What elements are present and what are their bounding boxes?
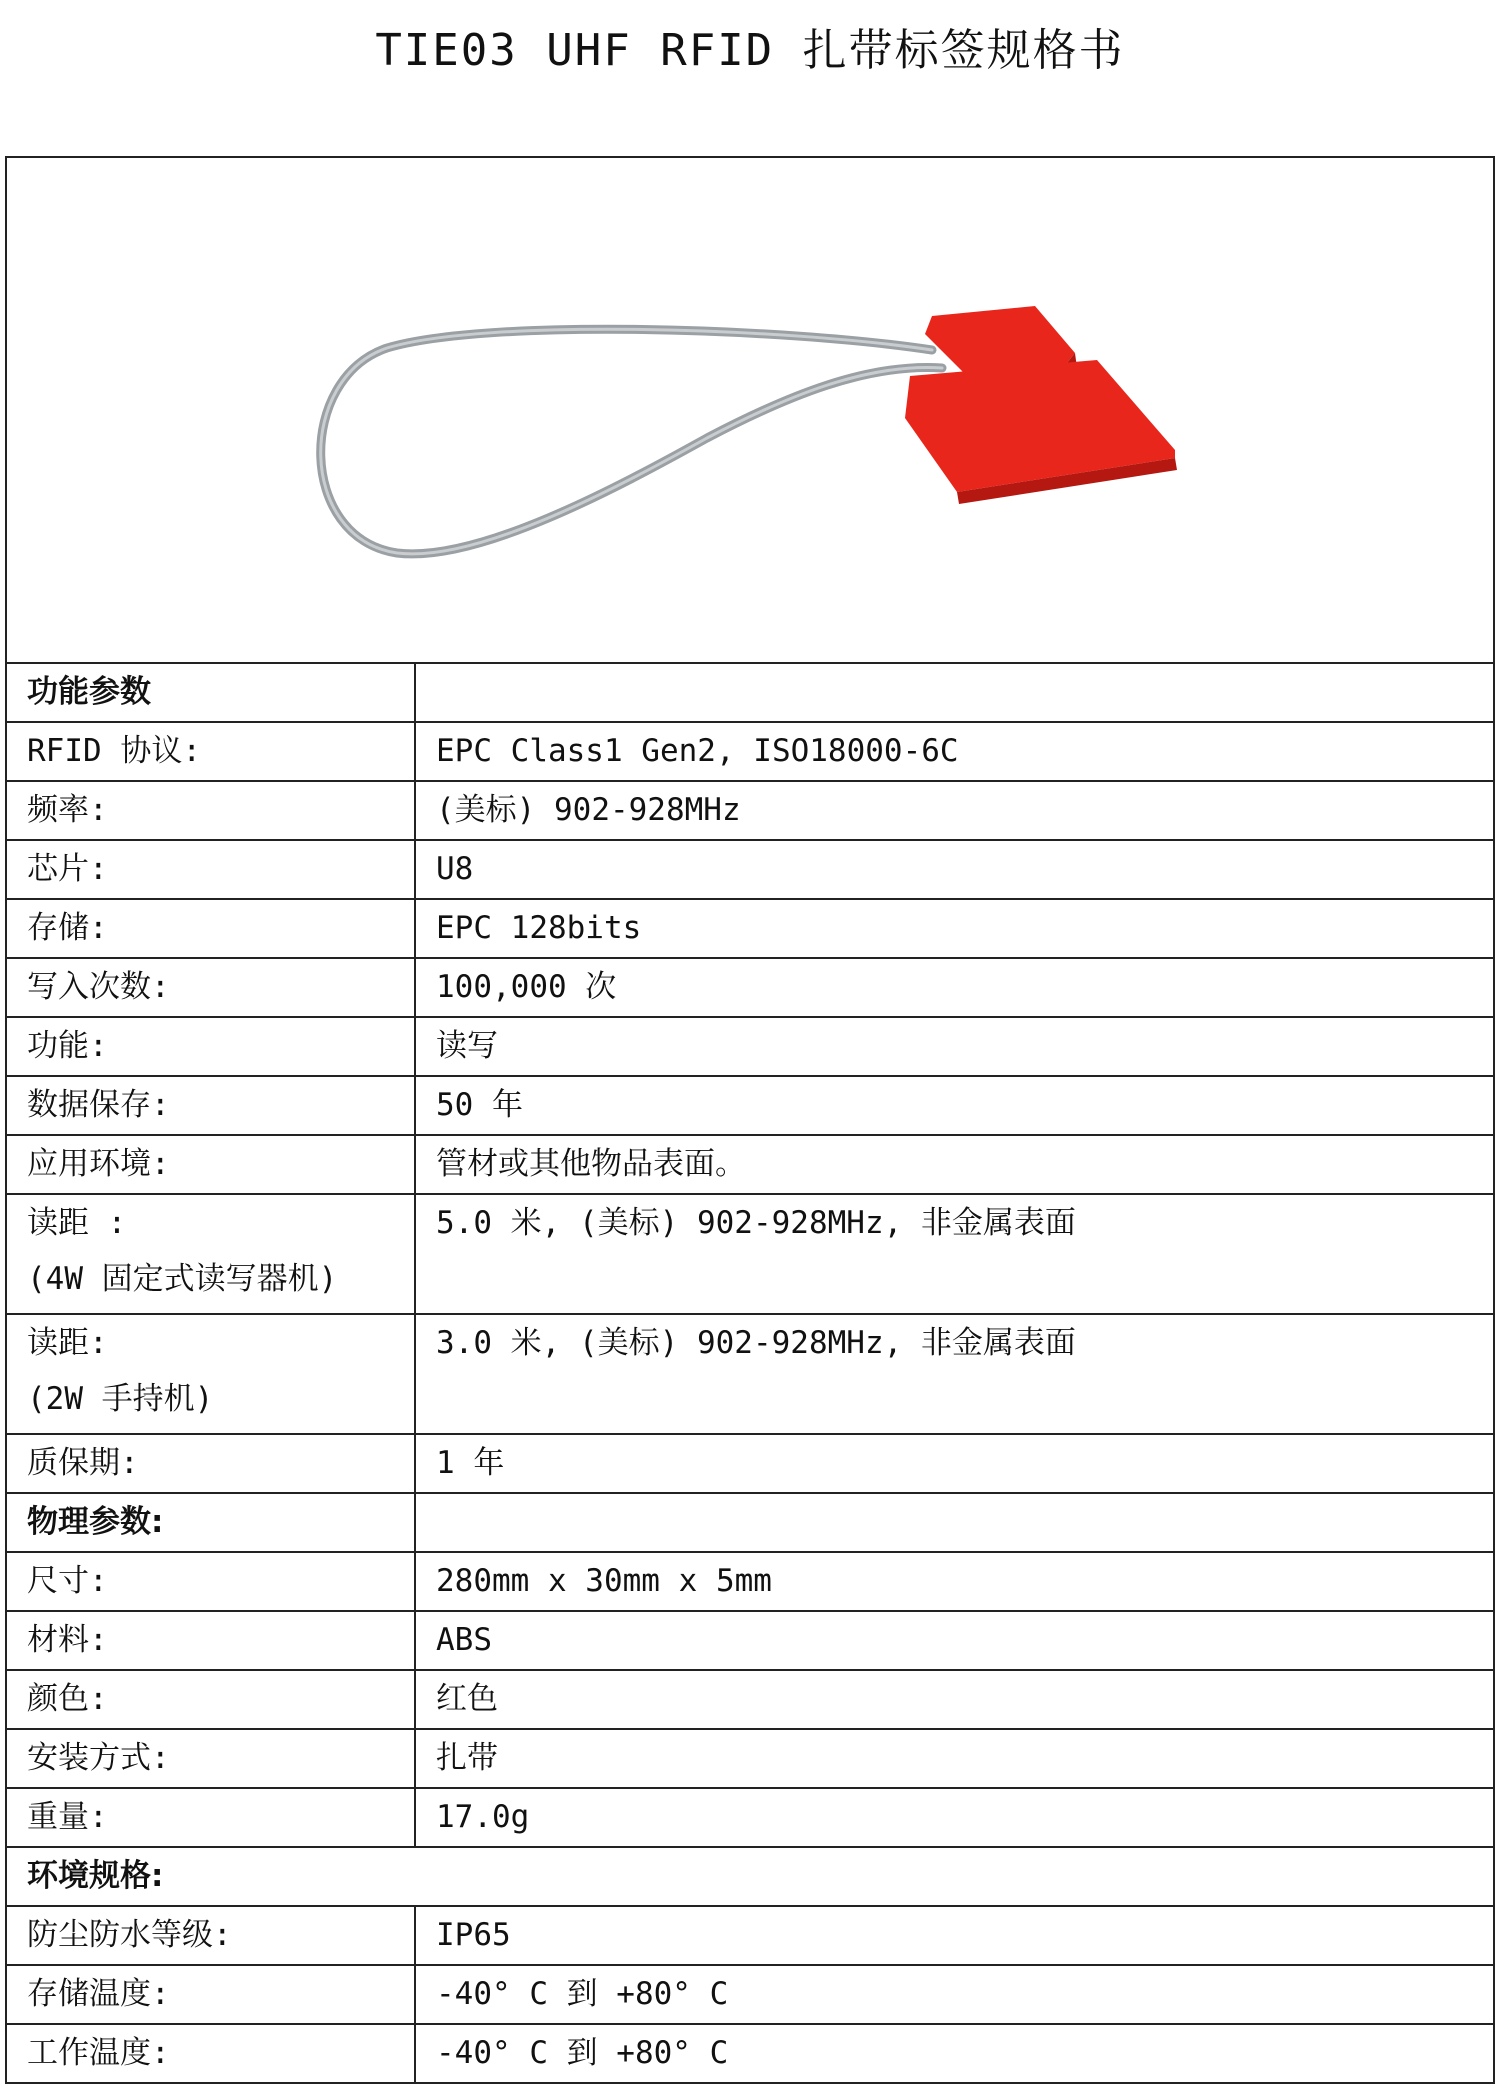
spec-label: 材料: (7, 1611, 415, 1670)
spec-row (7, 2024, 1493, 2082)
spec-row (7, 1194, 1493, 1314)
spec-label: 安装方式: (7, 1729, 415, 1788)
spec-label: 应用环境: (7, 1135, 415, 1194)
section-heading: 环境规格: (7, 1847, 1493, 1906)
steel-cable-highlight (321, 329, 942, 554)
spec-label: 质保期: (7, 1434, 415, 1493)
spec-value (415, 664, 1493, 722)
spec-sheet (5, 156, 1495, 2084)
spec-value: EPC Class1 Gen2, ISO18000-6C (415, 722, 1493, 781)
spec-row (7, 1847, 1493, 1906)
spec-value: 3.0 米, (美标) 902-928MHz, 非金属表面 (415, 1314, 1493, 1434)
spec-label: 尺寸: (7, 1552, 415, 1611)
section-heading: 物理参数: (7, 1493, 415, 1552)
spec-label: 写入次数: (7, 958, 415, 1017)
spec-row (7, 1314, 1493, 1434)
spec-value: 280mm x 30mm x 5mm (415, 1552, 1493, 1611)
spec-row (7, 1552, 1493, 1611)
product-photo (7, 158, 1493, 664)
spec-value: U8 (415, 840, 1493, 899)
spec-row (7, 1493, 1493, 1552)
spec-row (7, 1135, 1493, 1194)
spec-value: ABS (415, 1611, 1493, 1670)
spec-label-line2: (4W 固定式读写器机) (27, 1261, 338, 1297)
spec-value: 读写 (415, 1017, 1493, 1076)
spec-row (7, 899, 1493, 958)
spec-row (7, 958, 1493, 1017)
section-heading: 功能参数 (7, 664, 415, 722)
spec-value: 50 年 (415, 1076, 1493, 1135)
spec-label: 功能: (7, 1017, 415, 1076)
spec-row (7, 840, 1493, 899)
spec-row (7, 1434, 1493, 1493)
spec-value: 扎带 (415, 1729, 1493, 1788)
spec-label-line1: 读距: (27, 1325, 108, 1361)
spec-value: 5.0 米, (美标) 902-928MHz, 非金属表面 (415, 1194, 1493, 1314)
spec-value: 17.0g (415, 1788, 1493, 1847)
spec-value: 100,000 次 (415, 958, 1493, 1017)
spec-row (7, 781, 1493, 840)
spec-value: EPC 128bits (415, 899, 1493, 958)
spec-row (7, 1788, 1493, 1847)
spec-label: 防尘防水等级: (7, 1906, 415, 1965)
tie-tag-illustration (7, 158, 1493, 662)
document-title: TIE03 UHF RFID 扎带标签规格书 (375, 25, 1125, 76)
spec-row (7, 1670, 1493, 1729)
spec-value: (美标) 902-928MHz (415, 781, 1493, 840)
spec-label: RFID 协议: (7, 722, 415, 781)
spec-value: 管材或其他物品表面。 (415, 1135, 1493, 1194)
spec-value: 红色 (415, 1670, 1493, 1729)
spec-label: 颜色: (7, 1670, 415, 1729)
spec-row (7, 1611, 1493, 1670)
spec-label: 数据保存: (7, 1076, 415, 1135)
spec-label: 芯片: (7, 840, 415, 899)
spec-row (7, 1017, 1493, 1076)
spec-label: 存储温度: (7, 1965, 415, 2024)
spec-label: 存储: (7, 899, 415, 958)
spec-label-line1: 读距 : (27, 1205, 127, 1241)
spec-row (7, 1965, 1493, 2024)
spec-value: IP65 (415, 1906, 1493, 1965)
spec-label: 工作温度: (7, 2024, 415, 2082)
spec-label-line2: (2W 手持机) (27, 1381, 214, 1417)
spec-table (7, 664, 1493, 2082)
spec-label: 重量: (7, 1788, 415, 1847)
spec-row (7, 1076, 1493, 1135)
spec-value (415, 1493, 1493, 1552)
spec-label (7, 1314, 415, 1434)
spec-label: 频率: (7, 781, 415, 840)
steel-cable-icon (321, 329, 942, 554)
spec-row (7, 1906, 1493, 1965)
spec-value: -40° C 到 +80° C (415, 2024, 1493, 2082)
spec-row (7, 1729, 1493, 1788)
spec-value: -40° C 到 +80° C (415, 1965, 1493, 2024)
spec-label (7, 1194, 415, 1314)
spec-row (7, 722, 1493, 781)
spec-row (7, 664, 1493, 722)
spec-value: 1 年 (415, 1434, 1493, 1493)
